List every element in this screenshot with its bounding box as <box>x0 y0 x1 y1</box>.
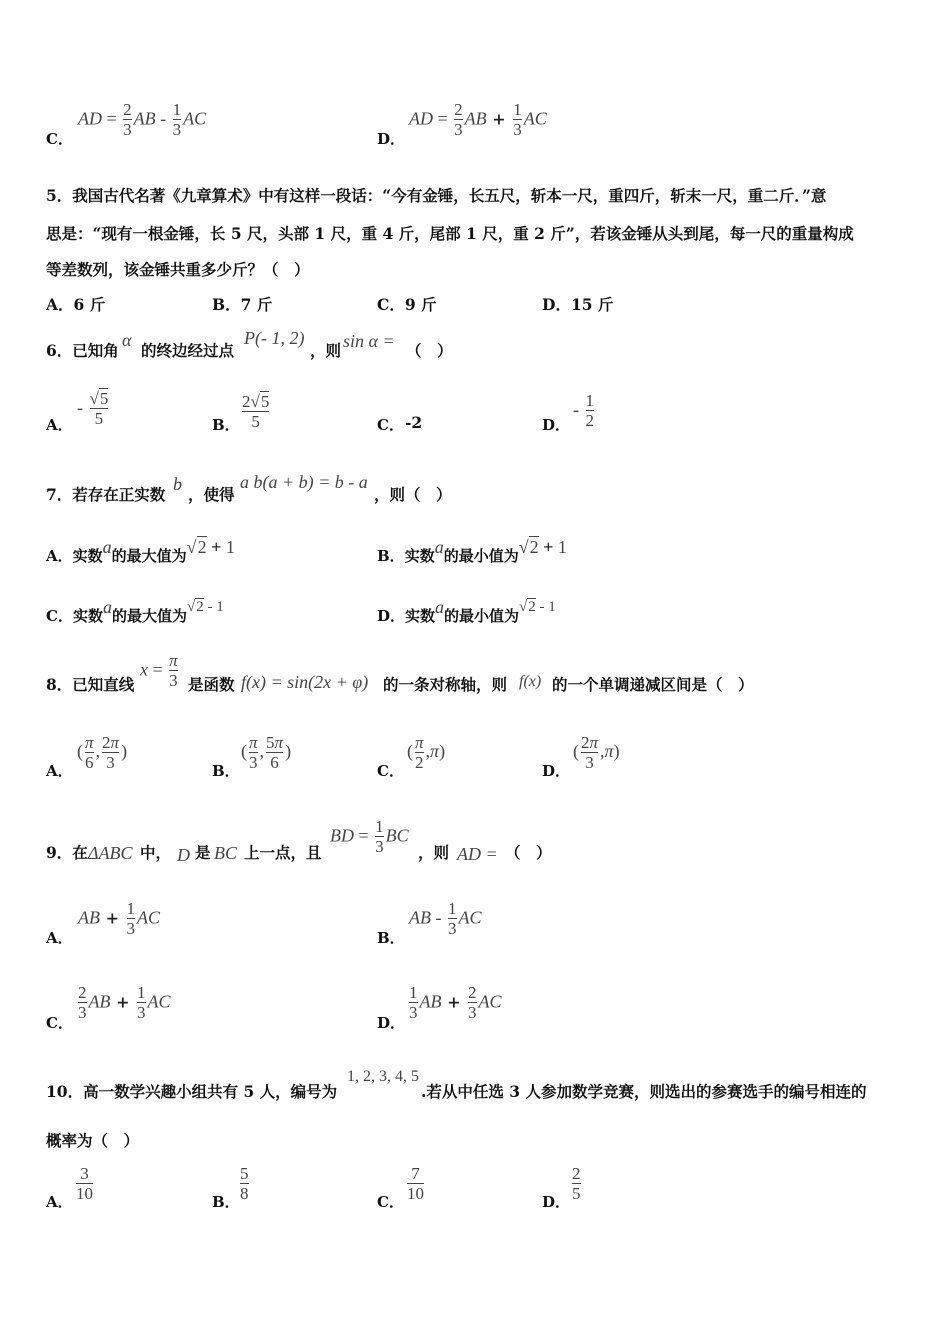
q4-option-c-expr: AD = $\frac{2}{3}$ AB - $\frac{1}{3}$ AC <box>78 100 207 139</box>
q10-option-b-label: B． <box>212 1193 240 1211</box>
q7-b: b <box>173 474 182 494</box>
q8-option-b-label: B． <box>212 762 240 780</box>
q10-line2: 概率为（ ） <box>46 1131 140 1150</box>
q9-mid: 中， <box>140 843 172 862</box>
q7-option-d-var: a <box>435 597 445 617</box>
q6-alpha: α <box>122 330 132 350</box>
q10-option-a-frac: $\frac{3}{10}$ <box>76 1164 93 1203</box>
q6-option-c-label: C． <box>377 416 404 434</box>
q8-end: 的一个单调递减区间是（ ） <box>552 675 754 694</box>
q7-option-d-real: 实数 <box>405 607 436 625</box>
q5-option-a: A．6 斤 <box>46 295 106 314</box>
q9-option-b-label: B． <box>377 929 405 947</box>
q5-option-c: C．9 斤 <box>377 295 437 314</box>
q8-option-c-expr: ( $\frac{\pi}{2}$ ,π) <box>407 733 446 772</box>
q7-option-d-text: 的最小值为 <box>444 607 520 625</box>
q10-option-d-frac: $\frac{2}{5}$ <box>572 1164 581 1203</box>
q6-option-c-value: -2 <box>405 413 423 432</box>
q7-end: ，则（ ） <box>374 485 452 504</box>
q9-option-d-expr: $\frac{1}{3}$ AB + $\frac{2}{3}$ AC <box>409 983 502 1022</box>
q7-option-a: A．实数a的最大值为√2 + 1 <box>46 537 235 565</box>
q9-ad: AD = <box>457 844 498 864</box>
q5-option-b: B．7 斤 <box>212 295 273 314</box>
q9-prefix: 9．在 <box>46 843 88 862</box>
q9-option-b-expr: AB - $\frac{1}{3}$ AC <box>409 899 482 938</box>
q7-mid: ，使得 <box>188 485 235 504</box>
q8-option-b-expr: ( $\frac{\pi}{3}$ , $\frac{5\pi}{6}$ ) <box>241 733 292 772</box>
q7-option-a-real: 实数 <box>72 547 103 565</box>
q8-option-d-label: D． <box>542 762 571 780</box>
q6-paren: （ ） <box>406 341 453 360</box>
q7-option-c-real: 实数 <box>72 607 103 625</box>
q4-option-d-label: D． <box>377 130 406 148</box>
q6-then: ，则 <box>310 341 342 360</box>
q9-paren: （ ） <box>505 843 552 862</box>
q6-option-d-label: D． <box>542 416 571 434</box>
q8-option-a-label: A． <box>46 762 73 780</box>
q5-text-line1: 5．我国古代名著《九章算术》中有这样一段话：“今有金锤，长五尺，斩本一尺，重四斤，斩末一尺，重二斤．”意 <box>46 186 827 205</box>
q8-fx: f(x) <box>519 673 542 690</box>
q7-option-c-var: a <box>102 597 112 617</box>
q8-prefix: 8．已知直线 <box>46 675 135 694</box>
q8-function: f(x) = sin(2x + φ) <box>241 672 369 692</box>
q6-option-a-expr: - $\frac{√5}{5}$ <box>77 389 109 428</box>
q9-then: ，则 <box>418 843 450 862</box>
q8-option-c-label: C． <box>377 762 404 780</box>
q6-option-a-label: A． <box>46 416 73 434</box>
q5-text-line2: 思是：“现有一根金锤，长 5 尺，头部 1 尺，重 4 斤，尾部 1 尺，重 2 斤”，若该金锤从头到尾，每一尺的重量构成 <box>46 224 854 243</box>
q6-mid: 的终边经过点 <box>141 341 235 360</box>
q9-on: 上一点，且 <box>244 843 322 862</box>
q7-option-d-label: D． <box>377 607 406 625</box>
q8-line-expr: x = $\frac{\pi}{3}$ <box>140 651 178 690</box>
q7-option-b-text: 的最小值为 <box>443 547 519 565</box>
q9-option-d-label: D． <box>377 1014 406 1032</box>
q6-option-b-label: B． <box>212 416 240 434</box>
q6-option-b-expr: $\frac{2√5}{5}$ <box>242 392 270 431</box>
q9-option-a-label: A． <box>46 929 73 947</box>
q10-numbers: 1, 2, 3, 4, 5 <box>347 1068 419 1085</box>
q8-mid2: 的一条对称轴，则 <box>383 675 508 694</box>
q7-option-c-label: C． <box>46 607 73 625</box>
q6-point: P(- 1, 2) <box>244 328 305 348</box>
q9-option-c-label: C． <box>46 1014 73 1032</box>
q10-option-b-frac: $\frac{5}{8}$ <box>240 1164 249 1203</box>
q6-sin: sin α = <box>343 331 395 351</box>
q7-option-d: D．实数a的最小值为√2 - 1 <box>377 597 556 625</box>
q7-option-c-text: 的最大值为 <box>111 607 187 625</box>
q7-option-a-var: a <box>102 537 112 557</box>
q9-is: 是 <box>195 843 211 862</box>
q8-mid: 是函数 <box>188 675 235 694</box>
q7-option-b-label: B． <box>377 547 405 565</box>
q5-text-line3: 等差数列，该金锤共重多少斤？（ ） <box>46 260 310 279</box>
q10-option-c-label: C． <box>377 1193 404 1211</box>
q7-equation: a b(a + b) = b - a <box>240 472 368 492</box>
q4-option-c-label: C． <box>46 130 73 148</box>
q7-option-b-real: 实数 <box>404 547 435 565</box>
q7-option-a-label: A． <box>46 547 73 565</box>
q7-option-b-var: a <box>434 537 444 557</box>
q9-condition: BD = $\frac{1}{3}$ BC <box>330 817 409 856</box>
q10-post: .若从中任选 3 人参加数学竞赛，则选出的参赛选手的编号相连的 <box>421 1082 867 1101</box>
q9-triangle: ΔABC <box>88 843 133 863</box>
q9-point-d: D <box>177 845 190 865</box>
q7-option-b: B．实数a的最小值为√2 + 1 <box>377 537 567 565</box>
q7-option-c: C．实数a的最大值为√2 - 1 <box>46 597 224 625</box>
q9-bc: BC <box>214 843 238 863</box>
q8-option-a-expr: ( $\frac{\pi}{6}$ , $\frac{2\pi}{3}$ ) <box>77 733 128 772</box>
q8-option-d-expr: ( $\frac{2\pi}{3}$ ,π) <box>573 733 620 772</box>
q9-option-c-expr: $\frac{2}{3}$ AB + $\frac{1}{3}$ AC <box>78 983 171 1022</box>
q6-prefix: 6．已知角 <box>46 341 119 360</box>
q10-option-d-label: D． <box>542 1193 571 1211</box>
q7-prefix: 7．若存在正实数 <box>46 485 166 504</box>
q10-option-c-frac: $\frac{7}{10}$ <box>407 1164 424 1203</box>
q4-option-d-expr: AD = $\frac{2}{3}$ AB + $\frac{1}{3}$ AC <box>409 100 547 139</box>
q7-option-a-text: 的最大值为 <box>111 547 187 565</box>
q9-option-a-expr: AB + $\frac{1}{3}$ AC <box>78 899 161 938</box>
q6-option-d-expr: - $\frac{1}{2}$ <box>573 391 594 430</box>
q5-option-d: D．15 斤 <box>542 295 614 314</box>
q10-prefix: 10．高一数学兴趣小组共有 5 人，编号为 <box>46 1082 338 1101</box>
q10-option-a-label: A． <box>46 1193 73 1211</box>
